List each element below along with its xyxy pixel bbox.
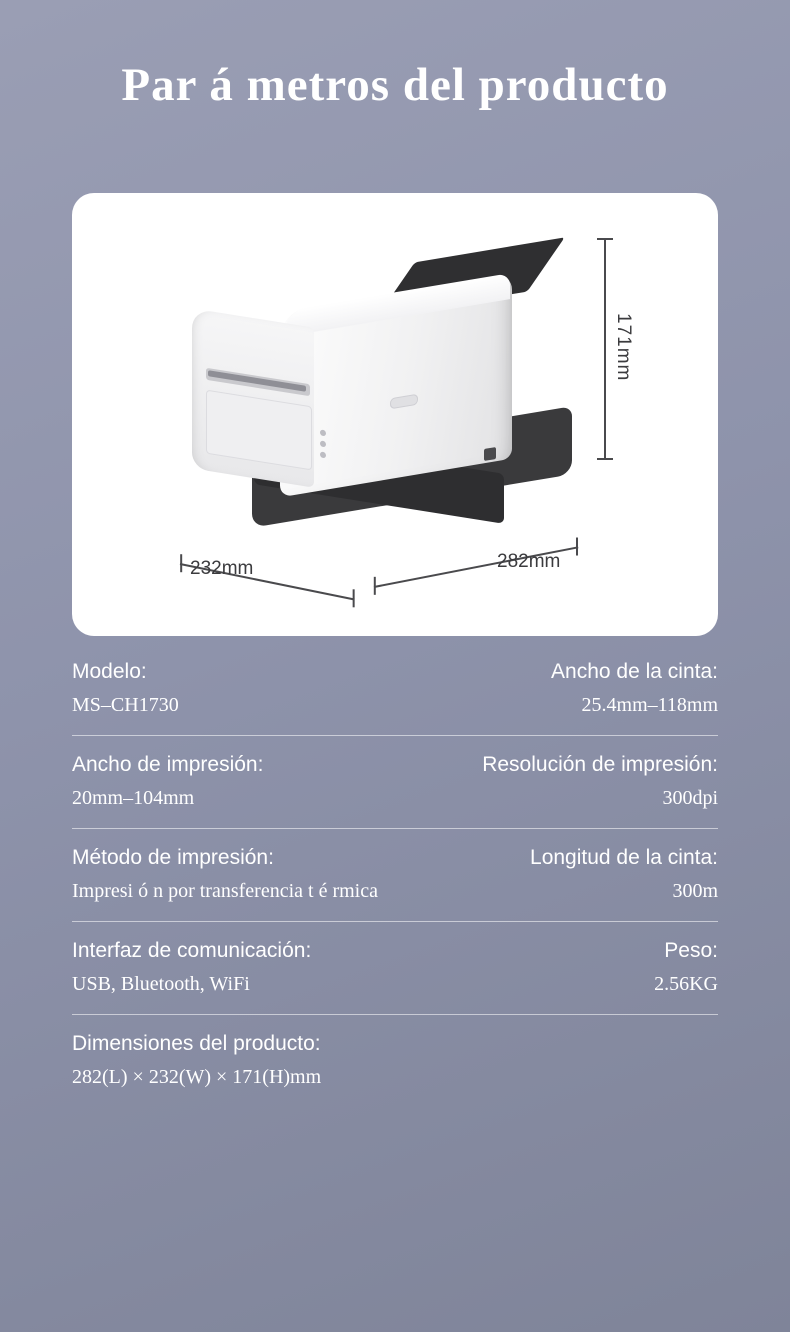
spec-label-left: Dimensiones del producto: — [72, 1032, 321, 1055]
spec-value-left: Impresi ó n por transferencia t é rmica — [72, 880, 378, 902]
spec-value-right: 2.56KG — [654, 973, 718, 995]
spec-label-left: Ancho de impresión: — [72, 753, 264, 776]
height-dimension-label: 171mm — [613, 313, 634, 382]
spec-label-right: Peso: — [664, 939, 718, 962]
spec-label-left: Método de impresión: — [72, 846, 274, 869]
product-image-card — [72, 193, 718, 636]
spec-value-left: MS–CH1730 — [72, 694, 179, 716]
page-title: Par á metros del producto — [121, 59, 669, 111]
printer-status-leds — [320, 429, 327, 456]
spec-value-left: USB, Bluetooth, WiFi — [72, 973, 250, 995]
spec-label-left: Interfaz de comunicación: — [72, 939, 312, 962]
spec-list — [72, 660, 718, 1124]
spec-row — [72, 1032, 718, 1107]
spec-value-right: 300m — [672, 880, 718, 902]
spec-label-right: Ancho de la cinta: — [551, 660, 718, 683]
printer-power-switch — [484, 447, 496, 461]
width-dimension-label: 232mm — [190, 558, 254, 579]
spec-row — [72, 846, 718, 922]
spec-value-right: 25.4mm–118mm — [581, 694, 718, 716]
spec-label-left: Modelo: — [72, 660, 147, 683]
spec-row — [72, 753, 718, 829]
spec-row — [72, 939, 718, 1015]
spec-label-right: Longitud de la cinta: — [530, 846, 718, 869]
spec-value-left: 282(L) × 232(W) × 171(H)mm — [72, 1066, 322, 1088]
height-dimension-line — [604, 238, 606, 460]
spec-value-left: 20mm–104mm — [72, 787, 195, 809]
spec-label-right: Resolución de impresión: — [482, 753, 718, 776]
spec-value-right: 300dpi — [662, 787, 718, 809]
spec-row — [72, 660, 718, 736]
depth-dimension-label: 282mm — [497, 551, 561, 572]
printer-illustration — [192, 248, 572, 548]
